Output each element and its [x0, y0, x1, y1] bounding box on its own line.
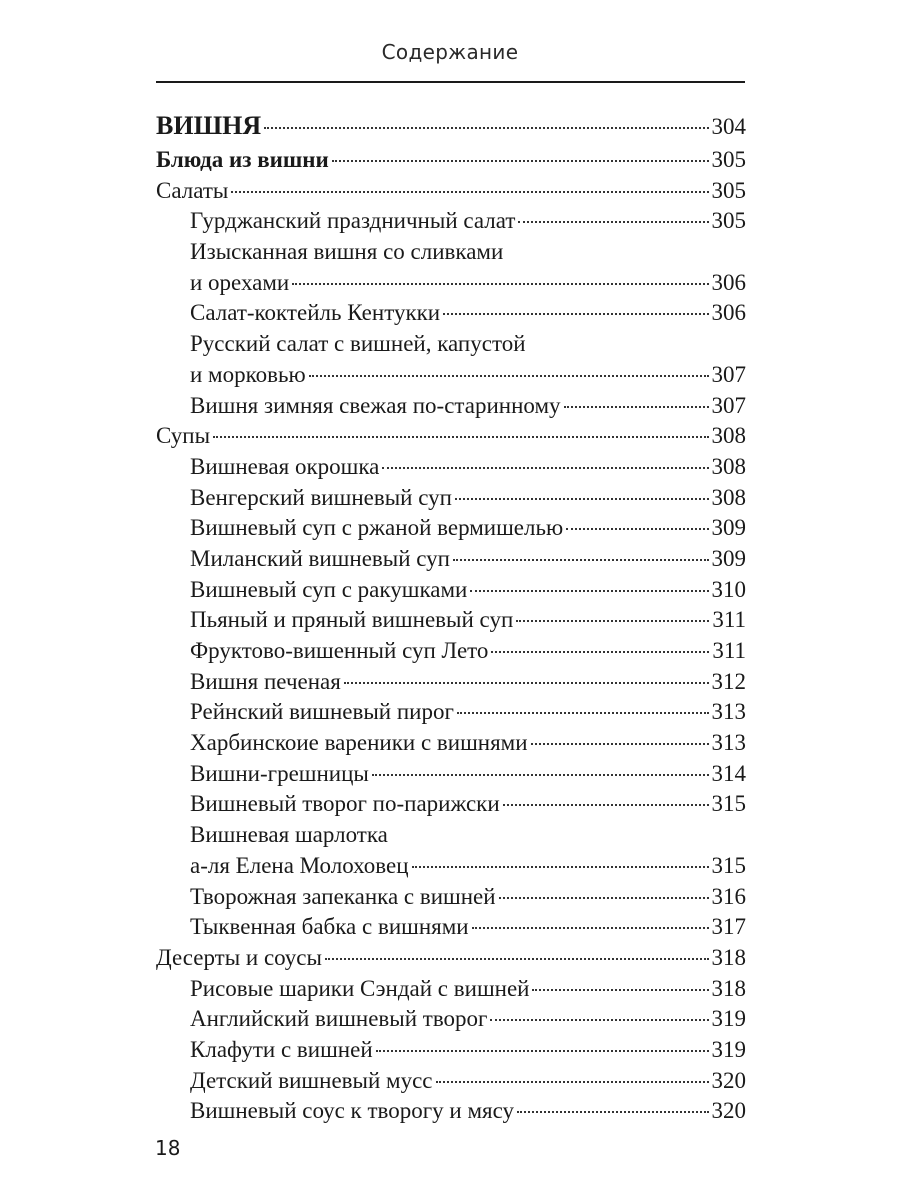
toc-entry-title: а-ля Елена Молоховец — [190, 852, 409, 878]
dot-leader — [472, 926, 709, 929]
toc-entry-title: и морковью — [190, 361, 306, 387]
toc-entry — [156, 268, 746, 299]
dot-leader — [309, 374, 709, 377]
toc-entry-first-line: Вишневая шарлотка — [190, 822, 388, 848]
toc-entry-page: 307 — [711, 392, 746, 418]
toc-entry-page: 307 — [711, 361, 746, 387]
dot-leader — [453, 558, 709, 561]
header-rule — [156, 81, 745, 83]
toc-entry-title: Вишневый соус к творогу и мясу — [190, 1098, 514, 1124]
toc-entry — [156, 882, 746, 913]
toc-entry — [156, 544, 746, 575]
dot-leader — [213, 435, 708, 438]
dot-leader — [516, 619, 709, 622]
toc-section-title: ВИШНЯ — [156, 111, 262, 140]
dot-leader — [372, 773, 709, 776]
toc-entry-page: 316 — [711, 883, 746, 909]
toc-entry-page: 320 — [711, 1098, 746, 1124]
toc-entry — [156, 759, 746, 790]
toc-entry-page: 311 — [712, 607, 746, 633]
toc-entry — [156, 575, 746, 606]
dot-leader — [455, 497, 709, 500]
toc-entry — [156, 789, 746, 820]
dot-leader — [503, 803, 709, 806]
toc-entry-title: Рейнский вишневый пирог — [190, 699, 454, 725]
toc-entry-title: Вишни-грешницы — [190, 760, 369, 786]
toc-entry-title: Салат-коктейль Кентукки — [190, 300, 441, 326]
toc-entry — [156, 391, 746, 422]
toc-entry-page: 306 — [711, 269, 746, 295]
toc-entry — [156, 1066, 746, 1097]
toc-entry — [156, 1004, 746, 1035]
toc-entry-title: Творожная запеканка с вишней — [190, 883, 496, 909]
dot-leader — [376, 1049, 709, 1052]
dot-leader — [325, 957, 709, 960]
toc-entry-title: Вишневая окрошка — [190, 453, 380, 479]
toc-category-salads-page: 305 — [711, 177, 746, 203]
toc-entry-title: Клафути с вишней — [190, 1036, 373, 1062]
toc-entry-title: Вишневый суп с ржаной вермишелью — [190, 515, 564, 541]
toc-entry-title: Гурджанский праздничный салат — [190, 208, 516, 234]
dot-leader — [566, 527, 708, 530]
toc-entry — [156, 728, 746, 759]
toc-entry-title: Вишневый творог по-парижски — [190, 791, 500, 817]
toc-entry-title: Рисовые шарики Сэндай с вишней — [190, 975, 530, 1001]
toc-category-desserts — [156, 943, 746, 974]
page-number: 18 — [155, 1136, 181, 1160]
toc-category-desserts-page: 318 — [711, 944, 746, 970]
toc-entry-title: Венгерский вишневый суп — [190, 484, 452, 510]
dot-leader — [443, 312, 708, 315]
toc-entry — [156, 974, 746, 1005]
dot-leader — [292, 282, 708, 285]
toc-entry-page: 320 — [711, 1067, 746, 1093]
toc-entry — [156, 513, 746, 544]
toc-entry-title: Английский вишневый творог — [190, 1006, 488, 1032]
toc-entry-title: Харбинскоие вареники с вишнями — [190, 730, 528, 756]
dot-leader — [490, 1018, 708, 1021]
toc-salads-block — [156, 176, 746, 422]
toc-group-title: Блюда из вишни — [156, 147, 329, 172]
toc-group — [156, 145, 746, 176]
toc-entry — [156, 206, 746, 237]
dot-leader — [231, 190, 708, 193]
toc-entry — [156, 452, 746, 483]
toc-entry — [156, 360, 746, 391]
toc-group-page: 305 — [711, 147, 746, 172]
toc-entry — [156, 851, 746, 882]
toc-entry-title: Пьяный и пряный вишневый суп — [190, 607, 514, 633]
dot-leader — [332, 159, 709, 162]
toc-entry-page: 314 — [711, 760, 746, 786]
toc-entry — [156, 483, 746, 514]
toc-section-page: 304 — [711, 114, 746, 139]
toc-entry — [156, 605, 746, 636]
dot-leader — [499, 896, 709, 899]
dot-leader — [382, 466, 708, 469]
dot-leader — [518, 220, 708, 223]
toc-entry-page: 313 — [711, 730, 746, 756]
toc-entry-page: 313 — [711, 699, 746, 725]
toc-entry — [156, 1035, 746, 1066]
toc-entry-title: и орехами — [190, 269, 290, 295]
toc-entry-page: 319 — [711, 1036, 746, 1062]
toc-entry-first-line: Русский салат с вишней, капустой — [190, 331, 526, 357]
toc-entry-title: Тыквенная бабка с вишнями — [190, 914, 469, 940]
toc-entry — [156, 912, 746, 943]
toc-category-salads-title: Салаты — [156, 177, 229, 203]
toc-entry-title: Фруктово-вишенный суп Лето — [190, 638, 489, 663]
toc-category-soups-page: 308 — [711, 423, 746, 449]
toc-entry-page: 308 — [711, 484, 746, 510]
toc-entry — [156, 298, 746, 329]
toc-entry-page: 309 — [711, 515, 746, 541]
toc-entry-page: 306 — [711, 300, 746, 326]
toc-category-soups — [156, 421, 746, 452]
toc-entry-title: Детский вишневый мусс — [190, 1067, 433, 1093]
toc-entry-page: 315 — [711, 791, 746, 817]
toc-entry-page: 310 — [711, 576, 746, 602]
toc-entry-page: 315 — [711, 852, 746, 878]
toc-entry — [156, 667, 746, 698]
toc-section — [156, 107, 746, 145]
toc-entry-first-line: Изысканная вишня со сливками — [190, 239, 504, 265]
dot-leader — [436, 1080, 709, 1083]
toc-entry — [156, 697, 746, 728]
toc-entry-title: Миланский вишневый суп — [190, 545, 450, 571]
toc-entry-page: 319 — [711, 1006, 746, 1032]
toc-entry-page: 312 — [711, 668, 746, 694]
toc-entry-page: 311 — [712, 638, 746, 663]
toc-entry-page: 317 — [711, 914, 746, 940]
toc-category-salads — [156, 176, 746, 207]
dot-leader — [564, 405, 709, 408]
toc-entry-page: 309 — [711, 545, 746, 571]
toc-entry — [156, 1096, 746, 1127]
toc-category-desserts-title: Десерты и соусы — [156, 944, 322, 970]
dot-leader — [412, 865, 709, 868]
dot-leader — [457, 711, 709, 714]
toc-entry-title: Вишневый суп с ракушками — [190, 576, 468, 602]
dot-leader — [264, 126, 708, 129]
table-of-contents — [156, 107, 746, 1127]
running-title: Содержание — [381, 40, 519, 64]
dot-leader — [531, 742, 709, 745]
toc-category-soups-title: Супы — [156, 423, 211, 449]
dot-leader — [344, 681, 709, 684]
dot-leader — [491, 650, 709, 653]
dot-leader — [517, 1110, 709, 1113]
toc-desserts-block — [156, 943, 746, 1127]
toc-entry-title: Вишня печеная — [190, 668, 341, 694]
toc-entry-page: 305 — [711, 208, 746, 234]
dot-leader — [470, 589, 708, 592]
dot-leader — [532, 988, 708, 991]
toc-entry — [156, 636, 746, 667]
toc-entry-title: Вишня зимняя свежая по-старинному — [190, 392, 561, 418]
toc-soups-block — [156, 421, 746, 943]
toc-entry-page: 318 — [711, 975, 746, 1001]
toc-entry-page: 308 — [711, 453, 746, 479]
